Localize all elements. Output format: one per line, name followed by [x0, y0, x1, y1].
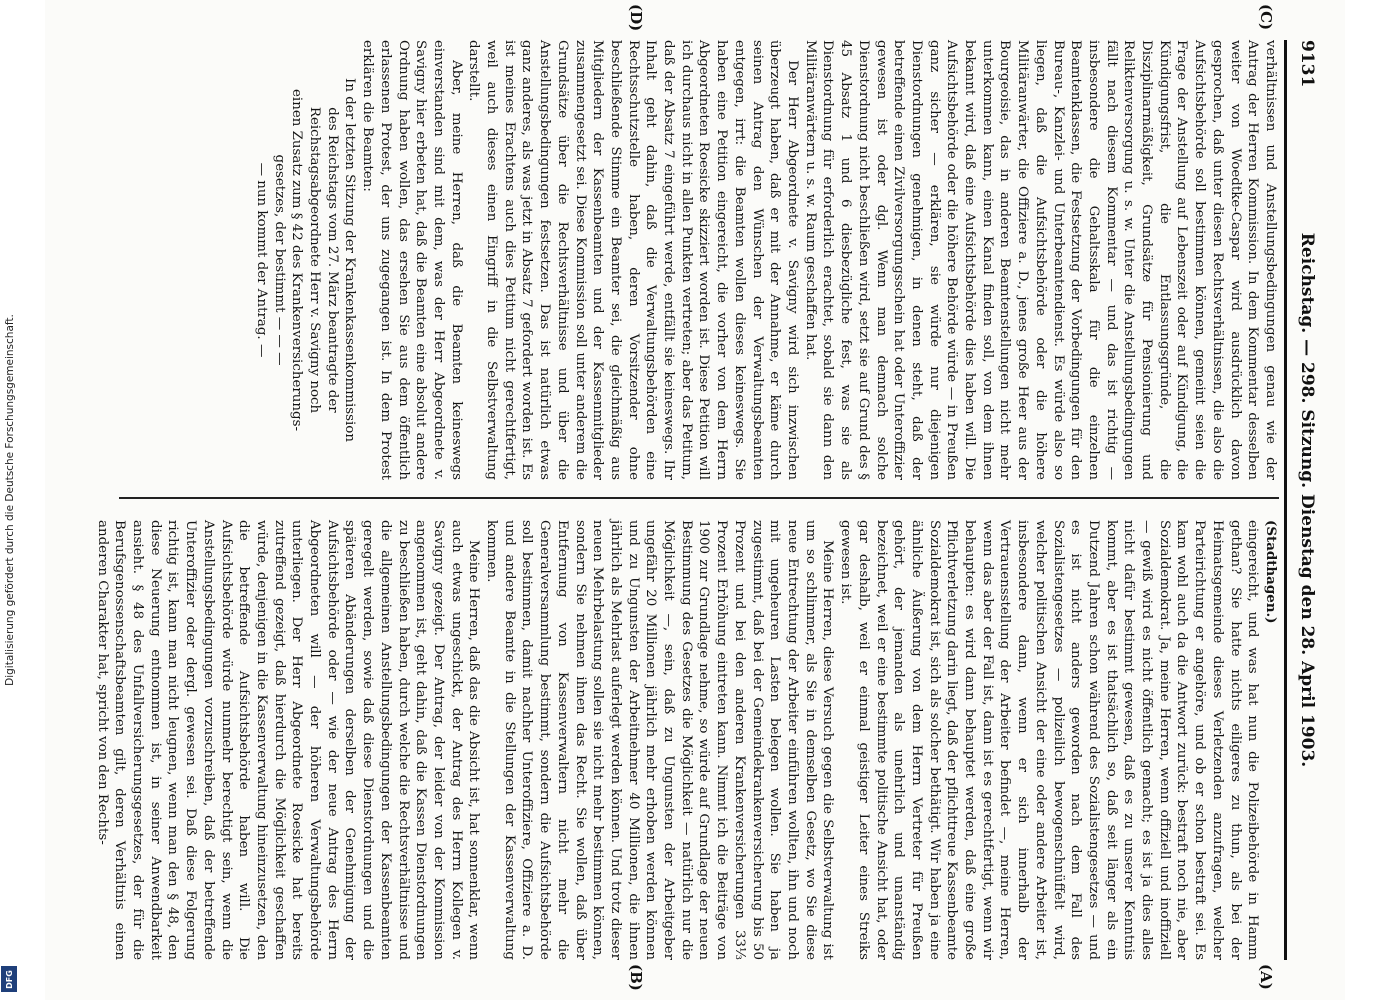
margin-marker-c: (C): [1257, 4, 1275, 31]
margin-marker-a: (A): [1257, 964, 1275, 990]
right-column: [94, 520, 1279, 960]
margin-marker-b: (B): [627, 964, 645, 991]
margin-marker-d: (D): [627, 4, 645, 32]
paragraph: Meine Herren, daß das die Absicht ist, hat sonnenklar, wenn auch etwas ungeschickt, der Antrag des Herrn Kollegen v. Savigny gezeigt. Der Antrag, der leider von der Kommission angenommen ist, geht dahin, daß die Kassen Dienstordnungen zu beschließen haben, durch welche die Rechtsverhältnisse und die allgemeinen Anstellungsbedingungen der Kassenbeamten geregelt werden, sowie daß diese Dienstordnungen und die späteren Abänderungen derselben der Genehmigung der Aufsichtsbehörde oder — wie der neue Antrag des Herrn Abgeordneten will — der höheren Verwaltungsbehörde unterliegen. Der Herr Abgeordnete Roesicke hat bereits zutreffend gezeigt, daß hierdurch die Möglichkeit geschaffen würde, denjenigen in die Kassenverwaltung hineinzusetzen, den die betreffende Aufsichtsbehörde haben will. Die Aufsichtsbehörde würde nunmehr berechtigt sein, wenn die Anstellungsbedingungen vorzuschreiben, daß der betreffende Unteroffizier oder dergl. gewesen sei. Daß diese Folgerung richtig ist, kann man nicht leugnen, wenn man den § 48, den diese Neuerung entnommen ist, in seiner Anwendbarkeit ansieht. § 48 des Unfallversicherungsgesetzes, der für die Berufsgenossenschaftsbeamten gilt, deren Verhältnis einen anderen Charakter hat, spricht von den Rechts-: [94, 520, 482, 960]
running-title: Reichstag. — 298. Sitzung. Dienstag den 28. April 1903.: [1297, 232, 1317, 768]
header-rule: [1284, 40, 1287, 960]
quote-line: — nun kommt der Antrag. —: [253, 162, 269, 358]
funding-note: Digitalisierung gefördert durch die Deutsche Forschungsgemeinschaft.: [4, 314, 16, 686]
page-number: 9131: [1297, 40, 1317, 88]
document-page: [45, 0, 1345, 1000]
paragraph: Der Herr Abgeordnete v. Savigny wird sich inzwischen überzeugt haben, daß er mit der Annahme, er käme durch seinen Antrag den Wünschen der Verwaltungsbeamten entgegen, irrt: die Beamten wollen dieses keineswegs. Sie haben eine Petition eingereicht, die vorher von dem Herrn Abgeordneten Roesicke skizziert worden ist. Diese Petition will ich durchaus nicht in allen Punkten vertreten; aber das Petitum, daß der Absatz 7 eingeführt werde, entfällt sie keineswegs. Ihr Inhalt geht dahin, daß die Verwaltungsbehörden eine Rechtsschutzstelle haben, deren Vorsitzender ohne beschließende Stimme ein Beamter sei, die gleichmäßig aus Mitgliedern der Kassenbeamten und der Kassenmitglieder zusammengesetzt sei. Diese Kommission soll unter anderem die Grundsätze über die Rechtsverhältnisse und über die Anstellungsbedingungen festsetzen. Das ist natürlich etwas ganz anderes, als was jetzt in Absatz 7 gefordert worden ist. Es ist meines Erachtens auch dies Petitum nicht gerechtfertigt, weil auch dieses einen Eingriff in die Selbstverwaltung darstellt.: [466, 40, 801, 480]
quote-line: des Reichstags vom 27. März beantragte der: [324, 107, 340, 413]
digitization-note: [0, 0, 20, 1000]
quote-line: Reichstagsabgeordnete Herr v. Savigny noch: [307, 106, 323, 414]
paragraph: eingereicht, und was hat nun die Polizeibehörde in Hamm gethan? Sie hatte nichts eiligeres zu thun, als bei der Heimatsgemeinde dieses Verletzenden anzufragen, welcher Parteirichtung er angehöre, und ob er schon bestraft sei. Es kam wohl auch da die Antwort zurück: bestraft noch nie, aber Sozialdemokrat. Ja, meine Herren, wenn offiziell und inoffiziell — gewiß wird es nicht öffentlich gemacht; es ist ja dies alles nicht dafür bestimmt gewesen, daß es zu unserer Kenntnis kommt, aber es ist thatsächlich so, daß seit länger als ein Dutzend Jahren schon während des Sozialistengesetzes — und es ist nicht anders geworden nach dem Fall des Sozialistengesetzes — polizeilich bewogenschnüffelt wird, welcher politischen Ansicht der eine oder andere Arbeiter ist, insbesondere dann, wenn er sich innerhalb der Vertrauensstellung der Arbeiter befindet —, meine Herren, wenn das aber der Fall ist, dann ist es gerechtfertigt, wenn wir behaupten: es wird dann behauptet werden, daß eine große Pflichtverletzung darin liegt, daß der pflichttreue Kassenbeamte Sozialdemokrat ist, sich als solcher bethätigt. Wir haben ja eine ähnliche Äußerung von dem Herrn Vertreter für Preußen gehört, der jemanden als unehrlich und unanständig bezeichnet, weil er eine bestimmte politische Ansicht hat, oder gar deshalb, weil er einmal geistiger Leiter eines Streiks gewesen ist.: [838, 520, 1261, 960]
paragraph: verhältnissen und Anstellungsbedingungen genau wie der Antrag der Herren Kommission. In dem Kommentar desselben weiter von Woedtke-Caspar wird ausdrücklich davon gesprochen, daß unter diesen Rechtsverhältnissen, die also die Aufsichtsbehörde soll bestimmen können, gemeint seien die Frage der Anstellung auf Lebenszeit oder auf Kündigung, die Kündigungsfrist, die Entlassungsgründe, die Disziplinarmäßigkeit, Grundsätze für Pensionierung und Reliktenversorgung u. s. w. Unter die Anstellungsbedingungen fällt nach diesem Kommentar — und das ist richtig — insbesondere die Gehaltsskala für die einzelnen Beamtenklassen, die Festsetzung der Vorbedingungen für den Bureau-, Kanzlei- und Unterbeamtendienst. Es würde also so liegen, daß die Aufsichtsbehörde oder die höhere Militäranwärter, die Offiziere a. D., jenes große Heer aus der Bourgeoisie, das in anderen Beamtenstellungen nicht mehr unterkommen kann, einen Kanal finden soll, von dem ihnen bekannt wird, daß eine Aufsichtsbehörde dies haben will. Die Aufsichtsbehörde oder die höhere Behörde würde — in Preußen ganz sicher — erklären, sie würde nur diejenigen Dienstordnungen genehmigen, in denen steht, daß der betreffende einen Zivilversorgungsschein hat oder Unteroffizier gewesen ist oder dgl. Wenn man demnach solche Dienstordnung nicht beschließen wird, setzt sie auf Grund des § 45 Absatz 1 und 6 diesbezügliche fest, was sie als Dienstordnung für erforderlich erachtet, sobald sie dann den Militäranwärtern u. s. w. Raum geschaffen hat.: [802, 40, 1278, 480]
quote-line: gesetzes, der bestimmt — — —: [271, 154, 287, 366]
page-header: [1291, 40, 1317, 960]
paragraph: Aber, meine Herren, daß die Beamten keineswegs einverstanden sind mit dem, was der Herr Abgeordnete v. Savigny hier erbeten hat, daß die Beamten eine absolut andere Ordnung haben wollen, das ersehen Sie aus dem öffentlich erlassenen Protest, der uns zugegangen ist. In dem Protest erklären die Beamten:: [360, 40, 464, 480]
column-separator: [119, 497, 1279, 499]
quote-line: In der letzten Sitzung der Krankenkassenkommission: [342, 78, 358, 442]
speaker-tag: (Stadthagen.): [1263, 520, 1279, 624]
dfg-logo-text: DFG: [4, 969, 14, 989]
quote-line: einen Zusatz zum § 42 des Krankenversicherungs-: [289, 88, 305, 431]
paragraph: Meine Herren, diese Versuch gegen die Selbstverwaltung ist um so schlimmer, als Sie in demselben Gesetz, wo Sie diese neue Entrechtung der Arbeiter einführen wollten, ihn und noch mit ungeheuren Lasten belegen wollen. Sie haben ja zugestimmt, daß bei der Gemeindekrankenversicherung bis 50 Prozent und bei den anderen Krankenversicherungen 33⅓ Prozent Erhöhung eintreten kann. Nimmt ich die Beiträge von 1900 zur Grundlage nehme, so würde auf Grundlage der neuen Bestimmung des Gesetzes die Möglichkeit — natürlich nur die Möglichkeit —, sein, daß zu Ungunsten der Arbeitgeber ungefähr 20 Millionen jährlich mehr erhoben werden können und zu Ungunsten der Arbeitnehmer 40 Millionen, die ihnen jährlich als Mehrlast auferlegt werden können. Und trotz dieser neuen Mehrbelastung sollen sie nicht mehr bestimmen können, sondern Sie nehmen ihnen das Recht. Sie wollen, daß über Entfernung von Kassenverwaltern nicht mehr die Generalversammlung bestimmt, sondern die Aufsichtsbehörde soll bestimmen, damit nachher Unteroffiziere, Offiziere a. D. und andere Beamte in die Stellungen der Kassenverwaltung kommen.: [484, 520, 836, 960]
left-column: [119, 40, 1279, 480]
dfg-logo: [1, 966, 17, 992]
